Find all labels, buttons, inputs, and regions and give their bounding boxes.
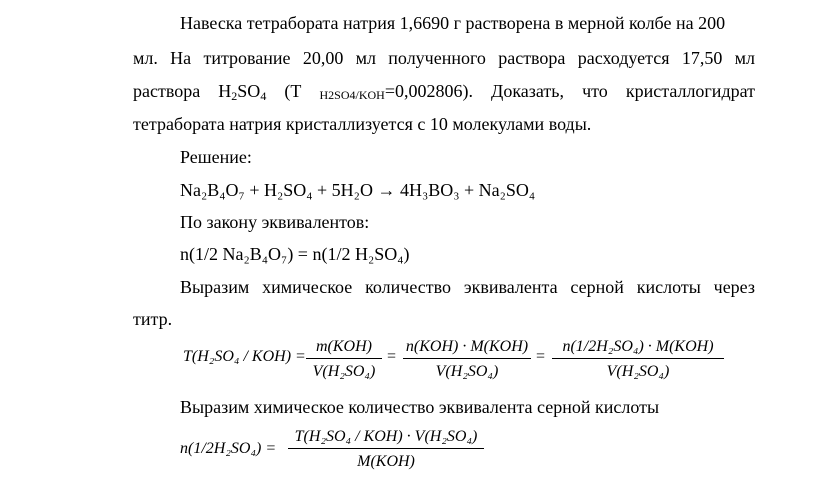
formula-1-fraction-2	[403, 336, 531, 384]
equivalents-law: По закону эквивалентов:	[180, 212, 370, 232]
formula-2-denominator: M(KOH)	[357, 453, 415, 470]
formula-2-lhs: n(1/2H₂SO₄) =	[180, 440, 277, 457]
formula-1-lhs: T(H₂SO₄ / KOH) =	[183, 348, 306, 365]
formula-2-numerator: T(H₂SO₄ / KOH) · V(H₂SO₄)	[294, 428, 478, 445]
formula-2-fraction	[288, 426, 484, 474]
formula-1-fraction-2-numerator: n(KOH) · M(KOH)	[405, 338, 529, 355]
formula-1-fraction-1	[306, 336, 382, 384]
express-quantity-line: Выразим химическое количество эквивалента серной кислоты	[180, 397, 660, 417]
solution-heading: Решение:	[180, 147, 252, 167]
problem-line-4: тетрабората натрия кристаллизуется с 10 молекулами воды.	[133, 114, 592, 134]
formula-2-bar	[288, 448, 484, 449]
formula-1-equals-1: =	[387, 348, 397, 365]
titer-subscript: H2SO4/KOH	[319, 88, 385, 102]
problem-line-3-mid2: (Т	[266, 81, 320, 101]
problem-line-3-prefix: раствора H	[133, 81, 232, 101]
formula-1-fraction-3	[552, 336, 724, 384]
problem-line-3	[133, 82, 755, 101]
formula-1-fraction-3-denominator: V(H₂SO₄)	[606, 363, 670, 380]
formula-1-fraction-3-bar	[552, 358, 724, 359]
problem-line-3-sub1: 2	[231, 89, 238, 103]
reaction-equation: Na₂B₄O₇ + H₂SO₄ + 5H₂O → 4H₃BO₃ + Na₂SO₄	[180, 180, 536, 200]
formula-1-fraction-1-numerator: m(KOH)	[316, 338, 372, 355]
express-titer-line-1: Выразим химическое количество эквивалента серной кислоты через	[180, 277, 755, 297]
formula-1-fraction-3-numerator: n(1/2H₂SO₄) · M(KOH)	[562, 338, 714, 355]
formula-1-fraction-2-bar	[403, 358, 531, 359]
express-titer-line-2: титр.	[133, 309, 173, 329]
problem-line-2: мл. На титрование 20,00 мл полученного раствора расходуется 17,50 мл	[133, 48, 755, 68]
problem-line-3-mid1: SO	[237, 81, 261, 101]
formula-1-fraction-2-denominator: V(H₂SO₄)	[435, 363, 499, 380]
formula-1-fraction-1-denominator: V(H₂SO₄)	[312, 363, 376, 380]
problem-line-3-rest: =0,002806). Доказать, что кристаллогидрат	[384, 81, 755, 101]
equivalence-equation: n(1/2 Na₂B₄O₇) = n(1/2 H₂SO₄)	[180, 244, 410, 264]
problem-line-1: Навеска тетрабората натрия 1,6690 г растворена в мерной колбе на 200	[180, 13, 726, 33]
formula-1-equals-2: =	[536, 348, 546, 365]
problem-line-3-sub2: 4	[260, 89, 267, 103]
formula-1-fraction-1-bar	[306, 358, 382, 359]
